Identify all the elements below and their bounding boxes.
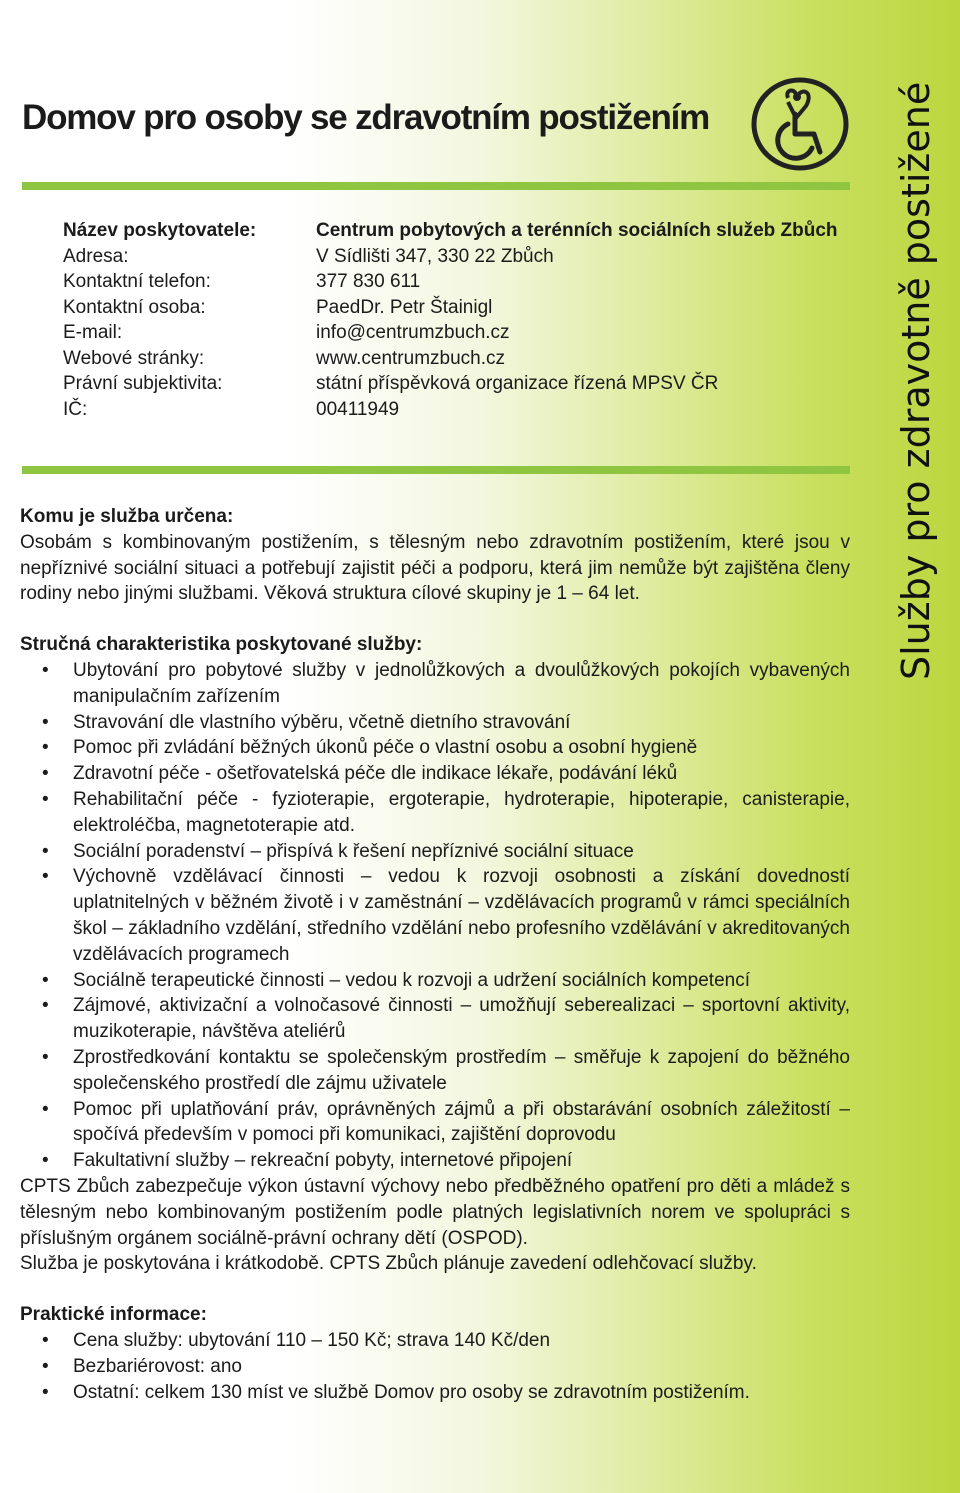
list-item [20, 839, 850, 865]
bullet-icon: • [42, 737, 49, 759]
provider-row-address [63, 244, 853, 270]
list-item-text: Zájmové, aktivizační a volnočasové činnosti – umožňují seberealizaci – sportovní aktivity, muzikoterapie, návštěva ateliérů [73, 995, 850, 1043]
bullet-icon: • [42, 1098, 49, 1120]
provider-value: státní příspěvková organizace řízená MPSV ČR [316, 373, 719, 394]
list-item-text: Bezbariérovost: ano [73, 1355, 242, 1377]
bullet-icon: • [42, 866, 49, 888]
bullet-icon: • [42, 711, 49, 733]
list-item [20, 761, 850, 787]
list-item [20, 968, 850, 994]
provider-label: IČ: [63, 398, 88, 420]
list-item [20, 658, 850, 710]
bullet-icon: • [42, 1046, 49, 1068]
provider-label: Název poskytovatele: [63, 220, 257, 241]
provider-label: Kontaktní osoba: [63, 296, 206, 318]
bullet-icon: • [42, 969, 49, 991]
characteristics-heading: Stručná charakteristika poskytované služby: [20, 634, 423, 656]
list-item-text: Cena služby: ubytování 110 – 150 Kč; strava 140 Kč/den [73, 1329, 551, 1351]
list-item [20, 864, 850, 967]
list-item [20, 787, 850, 839]
bullet-icon: • [42, 659, 49, 681]
characteristics-list [20, 658, 850, 1174]
list-item-text: Zdravotní péče - ošetřovatelská péče dle indikace lékaře, podávání léků [73, 763, 678, 785]
provider-label: Webové stránky: [63, 347, 205, 369]
target-group-heading: Komu je služba určena: [20, 506, 234, 527]
provider-row-legal [63, 371, 853, 397]
list-item [20, 1380, 850, 1406]
list-item [20, 1045, 850, 1097]
provider-value: 377 830 611 [316, 271, 421, 292]
bullet-icon: • [42, 1329, 49, 1351]
list-item [20, 1354, 850, 1380]
list-item-text: Sociální poradenství – přispívá k řešení nepříznivé sociální situace [73, 840, 634, 862]
email-link[interactable]: info@centrumzbuch.cz [316, 322, 510, 343]
middle-divider [22, 466, 850, 474]
custody-text: CPTS Zbůch zabezpečuje výkon ústavní výchovy nebo předběžného opatření pro děti a mládež s tělesným nebo kombinovaným postižením podle platných legislativních norem ve spolupráci s příslušným orgánem sociálně-právní ochrany dětí (OSPOD). [20, 1175, 850, 1249]
bullet-icon: • [42, 1355, 49, 1377]
provider-label: Adresa: [63, 245, 129, 267]
provider-row-name [63, 218, 853, 244]
website-link[interactable]: www.centrumzbuch.cz [316, 347, 506, 369]
wheelchair-heart-logo-icon [750, 76, 850, 172]
service-description [20, 504, 850, 1405]
side-category-label: Služby pro zdravotně postižené [894, 81, 938, 680]
list-item-text: Pomoc při zvládání běžných úkonů péče o vlastní osobu a osobní hygieně [73, 737, 698, 759]
provider-label: Právní subjektivita: [63, 373, 223, 394]
list-item-text: Rehabilitační péče - fyzioterapie, ergoterapie, hydroterapie, hipoterapie, canisterapie, elektroléčba, magnetoterapie atd. [73, 788, 850, 836]
provider-label: Kontaktní telefon: [63, 271, 211, 292]
provider-value: PaedDr. Petr Štainigl [316, 296, 493, 318]
provider-value: Centrum pobytových a terénních sociálních služeb Zbůch [316, 220, 838, 241]
list-item-text: Zprostředkování kontaktu se společenským prostředím – směřuje k zapojení do běžného společenského prostředí dle zájmu uživatele [73, 1046, 850, 1094]
list-item [20, 993, 850, 1045]
bullet-icon: • [42, 840, 49, 862]
page-title: Domov pro osoby se zdravotním postižením [22, 98, 710, 137]
provider-info [63, 218, 853, 422]
provider-value: V Sídlišti 347, 330 22 Zbůch [316, 245, 554, 267]
list-item-text: Ostatní: celkem 130 míst ve službě Domov pro osoby se zdravotním postižením. [73, 1381, 750, 1403]
list-item [20, 710, 850, 736]
list-item-text: Ubytování pro pobytové služby v jednolůžkových a dvoulůžkových pokojích vybavených manipulačním zařízením [73, 659, 850, 707]
list-item-text: Fakultativní služby – rekreační pobyty, internetové připojení [73, 1150, 573, 1172]
provider-row-email [63, 320, 853, 346]
short-term-text: Služba je poskytována i krátkodobě. CPTS Zbůch plánuje zavedení odlehčovací služby. [20, 1253, 757, 1275]
bullet-icon: • [42, 788, 49, 810]
list-item [20, 1328, 850, 1354]
provider-row-ic [63, 397, 853, 423]
provider-row-contact [63, 295, 853, 321]
bullet-icon: • [42, 1381, 49, 1403]
list-item-text: Výchovně vzdělávací činnosti – vedou k rozvoji osobnosti a získání dovedností uplatnitelných v běžném životě i v zaměstnání – vzdělávacích programů v rámci speciálních škol – základního vzdělání, středního vzdělání nebo profesního vzdělávání v akreditovaných vzdělávacích programech [73, 866, 850, 965]
provider-row-web [63, 346, 853, 372]
list-item-text: Pomoc při uplatňování práv, oprávněných zájmů a při obstarávání osobních záležitostí – spočívá především v pomoci při komunikaci, zajištění doprovodu [73, 1098, 850, 1146]
practical-list [20, 1328, 850, 1405]
list-item [20, 735, 850, 761]
list-item-text: Sociálně terapeutické činnosti – vedou k rozvoji a udržení sociálních kompetencí [73, 969, 750, 991]
provider-value: 00411949 [316, 398, 400, 420]
practical-heading: Praktické informace: [20, 1304, 207, 1326]
list-item [20, 1148, 850, 1174]
provider-label: E-mail: [63, 322, 123, 343]
top-divider [22, 182, 850, 190]
list-item [20, 1097, 850, 1149]
provider-row-phone [63, 269, 853, 295]
bullet-icon: • [42, 1150, 49, 1172]
list-item-text: Stravování dle vlastního výběru, včetně dietního stravování [73, 711, 571, 733]
bullet-icon: • [42, 763, 49, 785]
target-group-text: Osobám s kombinovaným postižením, s tělesným nebo zdravotním postižením, které jsou v nepříznivé sociální situaci a potřebují zajistit péči a podporu, která jim nemůže být zajištěna členy rodiny nebo jinými službami. Věková struktura cílové skupiny je 1 – 64 let. [20, 531, 850, 605]
bullet-icon: • [42, 995, 49, 1017]
